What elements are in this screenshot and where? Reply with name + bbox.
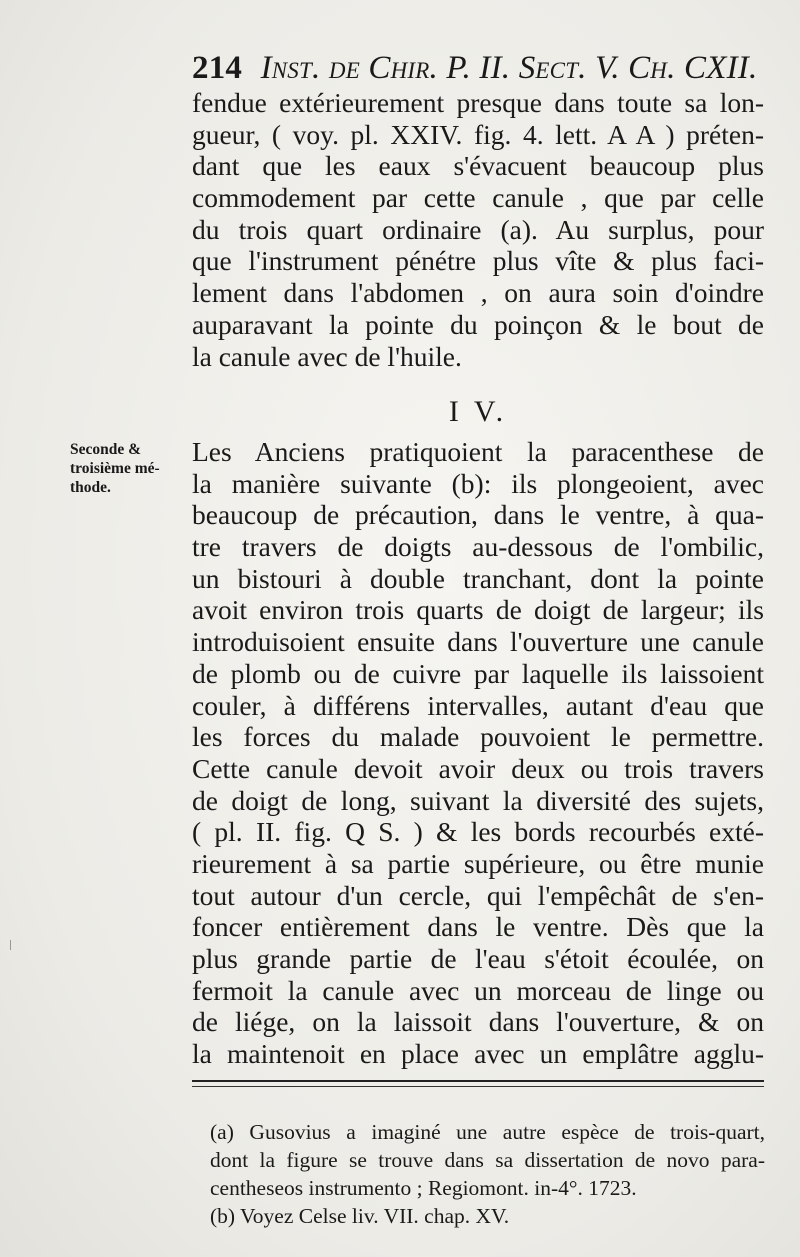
text-line: lement dans l'abdomen , on aura soin d'oindre (192, 277, 764, 309)
text-line: foncer entièrement dans le ventre. Dès que la (192, 911, 764, 943)
text-line: rieurement à sa partie supérieure, ou être munie (192, 847, 764, 879)
footnotes (210, 1118, 765, 1230)
paragraph-section-iv (192, 436, 764, 1070)
text-line: plus grande partie de l'eau s'étoit écoulée, on (192, 943, 764, 974)
text-line: tre travers de doigts au-dessous de l'ombilic, (192, 531, 764, 563)
running-head: Inst. de Chir. P. II. Sect. V. Ch. CXII. (260, 50, 758, 86)
text-line: dant que les eaux s'évacuent beaucoup plus (192, 150, 764, 182)
footnote-line: (b) Voyez Celse liv. VII. chap. XV. (210, 1204, 510, 1228)
footnote-line: (a) Gusovius a imaginé une autre espèce de trois-quart, (210, 1120, 765, 1144)
margin-note (70, 440, 188, 497)
text-line: gueur, ( voy. pl. XXIV. fig. 4. lett. A A ) préten- (192, 118, 764, 150)
text-line: fendue extérieurement presque dans toute sa lon- (192, 87, 764, 118)
footnote-rule-thin (192, 1086, 764, 1087)
text-line: de liége, on la laissoit dans l'ouverture, & on (192, 1006, 764, 1038)
margin-note-line: thode. (70, 479, 111, 496)
page-number: 214 (192, 50, 243, 86)
margin-note-line: Seconde & (70, 441, 142, 458)
text-line: les forces du malade pouvoient le permettre. (192, 721, 764, 753)
text-line: couler, à différens intervalles, autant d'eau que (192, 689, 764, 721)
text-line: du trois quart ordinaire (a). Au surplus, pour (192, 213, 764, 245)
text-line: auparavant la pointe du poinçon & le bout de (192, 308, 764, 340)
text-line: la manière suivante (b): ils plongeoient, avec (192, 467, 764, 499)
text-line: la canule avec de l'huile. (192, 340, 462, 372)
text-line: avoit environ trois quarts de doigt de largeur; ils (192, 594, 764, 626)
section-number: I V. (448, 395, 508, 428)
text-line: introduisoient ensuite dans l'ouverture une canule (192, 626, 764, 658)
text-line: beaucoup de précaution, dans le ventre, à qua- (192, 499, 764, 531)
text-line: de plomb ou de cuivre par laquelle ils laissoient (192, 657, 764, 689)
text-line: de doigt de long, suivant la diversité des sujets, (192, 784, 764, 816)
text-line: fermoit la canule avec un morceau de linge ou (192, 974, 764, 1006)
footnote-line: centheseos instrumento ; Regiomont. in-4°. 1723. (210, 1176, 637, 1200)
footnote-line: dont la figure se trouve dans sa dissertation de novo para- (210, 1148, 765, 1172)
text-line: tout autour d'un cercle, qui l'empêchât de s'en- (192, 879, 764, 911)
page-header (192, 50, 762, 90)
text-line: ( pl. II. fig. Q S. ) & les bords recourbés exté- (192, 816, 764, 848)
text-line: Cette canule devoit avoir deux ou trois travers (192, 752, 764, 784)
footnote-rule (192, 1080, 764, 1082)
margin-note-line: troisième mé- (70, 460, 160, 477)
text-line: commodement par cette canule , que par celle (192, 182, 764, 214)
text-line: que l'instrument pénétre plus vîte & plus faci- (192, 245, 764, 277)
page-edge-mark (10, 940, 17, 950)
text-line: la maintenoit en place avec un emplâtre agglu- (192, 1038, 764, 1070)
text-line: Les Anciens pratiquoient la paracenthese de (192, 436, 764, 467)
paragraph-continuation (192, 87, 764, 372)
text-line: un bistouri à double tranchant, dont la pointe (192, 562, 764, 594)
